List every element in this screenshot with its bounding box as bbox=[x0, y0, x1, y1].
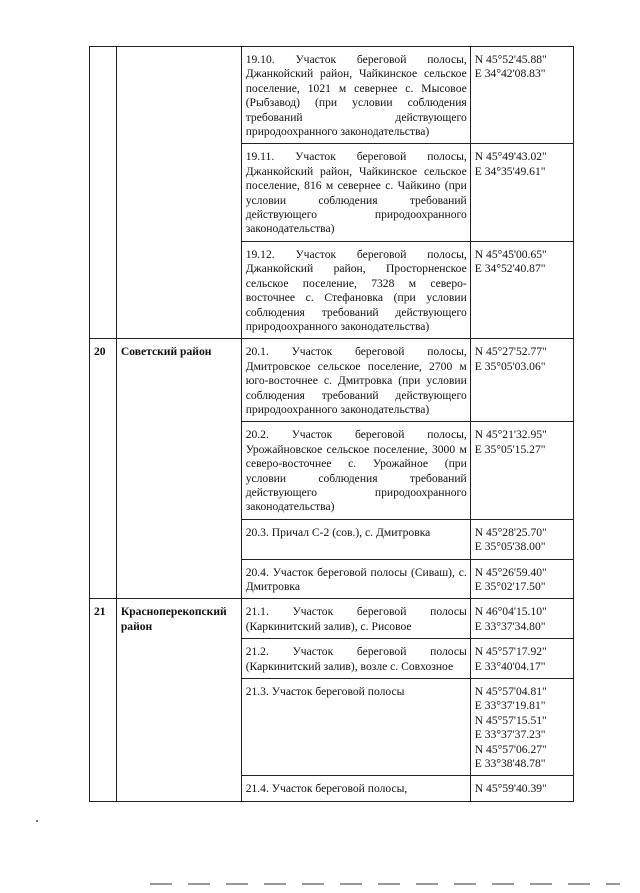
coordinates-cell bbox=[470, 422, 573, 519]
coordinate-line: N 45°27'52.77" bbox=[474, 345, 547, 359]
table-row bbox=[90, 599, 574, 639]
site-description-cell: 21.3. Участок береговой полосы bbox=[241, 679, 470, 776]
coordinate-line: E 35°05'15.27" bbox=[474, 442, 546, 456]
site-description-cell: 21.1. Участок береговой полосы (Каркинитский залив), с. Рисовое bbox=[241, 599, 470, 639]
row-number-cell bbox=[90, 47, 117, 339]
coordinates-cell bbox=[470, 639, 573, 679]
coordinates-cell bbox=[470, 599, 573, 639]
coordinate-line: E 35°05'38.00" bbox=[474, 540, 546, 554]
district-cell: Советский район bbox=[116, 339, 241, 599]
coordinate-line: E 34°35'49.61" bbox=[474, 164, 546, 178]
coordinate-line: E 33°40'04.17" bbox=[474, 659, 546, 673]
coordinates-cell bbox=[470, 559, 573, 599]
coordinates-cell bbox=[470, 679, 573, 776]
coordinate-line: E 33°37'19.81" bbox=[474, 699, 546, 713]
beach-sites-table bbox=[89, 46, 574, 802]
district-cell bbox=[116, 47, 241, 339]
table-row bbox=[90, 339, 574, 422]
coordinate-line: N 45°49'43.02" bbox=[474, 150, 547, 164]
coordinate-line: N 45°57'04.81" bbox=[474, 685, 547, 699]
coordinate-line: E 33°37'37.23" bbox=[474, 728, 546, 742]
coordinate-line: N 46°04'15.10" bbox=[474, 605, 547, 619]
site-description-cell: 20.1. Участок береговой полосы, Дмитровское сельское поселение, 2700 м юго-восточнее с. Дмитровка (при условии соблюдения требований действующего природоохранного законодательства) bbox=[241, 339, 470, 422]
coordinates-cell bbox=[470, 47, 573, 144]
coordinate-line: N 45°52'45.88" bbox=[474, 53, 547, 66]
coordinate-line: N 45°57'15.51" bbox=[474, 713, 547, 727]
table-body bbox=[90, 47, 574, 802]
row-number-cell: 20 bbox=[90, 339, 117, 599]
table-row bbox=[90, 47, 574, 144]
coordinate-line: E 35°05'03.06" bbox=[474, 359, 546, 373]
coordinates-cell bbox=[470, 339, 573, 422]
site-description-cell: 20.3. Причал С-2 (сов.), с. Дмитровка bbox=[241, 519, 470, 559]
site-description-cell: 21.2. Участок береговой полосы (Каркинитский залив), возле с. Совхозное bbox=[241, 639, 470, 679]
coordinate-line: E 33°38'48.78" bbox=[474, 757, 546, 771]
coordinates-cell bbox=[470, 144, 573, 241]
coordinate-line: N 45°21'32.95" bbox=[474, 428, 547, 442]
site-description-cell: 21.4. Участок береговой полосы, bbox=[241, 776, 470, 801]
coordinates-cell bbox=[470, 519, 573, 559]
row-number-cell: 21 bbox=[90, 599, 117, 801]
district-cell: Красноперекопский район bbox=[116, 599, 241, 801]
coordinates-cell bbox=[470, 776, 573, 801]
coordinates-cell bbox=[470, 241, 573, 338]
coordinate-line: N 45°59'40.39" bbox=[474, 782, 547, 796]
coordinate-line: E 34°42'08.83" bbox=[474, 67, 546, 81]
scan-dot bbox=[36, 820, 38, 822]
coordinate-line: N 45°28'25.70" bbox=[474, 525, 547, 539]
site-description-cell: 19.12. Участок береговой полосы, Джанкойский район, Просторненское сельское поселение, 7328 м северо-восточнее с. Стефановка (при условии соблюдения требований действующего природоохранного законодательства) bbox=[241, 241, 470, 338]
site-description-cell: 19.10. Участок береговой полосы, Джанкойский район, Чайкинское сельское поселение, 1021 м севернее с. Мысовое (Рыбзавод) (при условии соблюдения требований действующего природоохранного законодательства) bbox=[241, 47, 470, 144]
coordinate-line: E 34°52'40.87" bbox=[474, 262, 546, 276]
coordinate-line: E 35°02'17.50" bbox=[474, 580, 546, 593]
coordinate-line: N 45°45'00.65" bbox=[474, 247, 547, 261]
site-description-cell: 19.11. Участок береговой полосы, Джанкойский район, Чайкинское сельское поселение, 816 м севернее с. Чайкино (при условии соблюдения требований действующего природоохранного законодательства) bbox=[241, 144, 470, 241]
coordinate-line: E 33°37'34.80" bbox=[474, 619, 546, 633]
coordinate-line: N 45°26'59.40" bbox=[474, 565, 547, 579]
site-description-cell: 20.4. Участок береговой полосы (Сиваш), с. Дмитровка bbox=[241, 559, 470, 599]
page-bottom-dashes bbox=[150, 883, 620, 885]
coordinate-line: N 45°57'06.27" bbox=[474, 742, 547, 756]
coordinate-line: N 45°57'17.92" bbox=[474, 645, 547, 659]
site-description-cell: 20.2. Участок береговой полосы, Урожайновское сельское поселение, 3000 м северо-восточнее с. Урожайное (при условии соблюдения требований действующего природоохранного законодательства) bbox=[241, 422, 470, 519]
